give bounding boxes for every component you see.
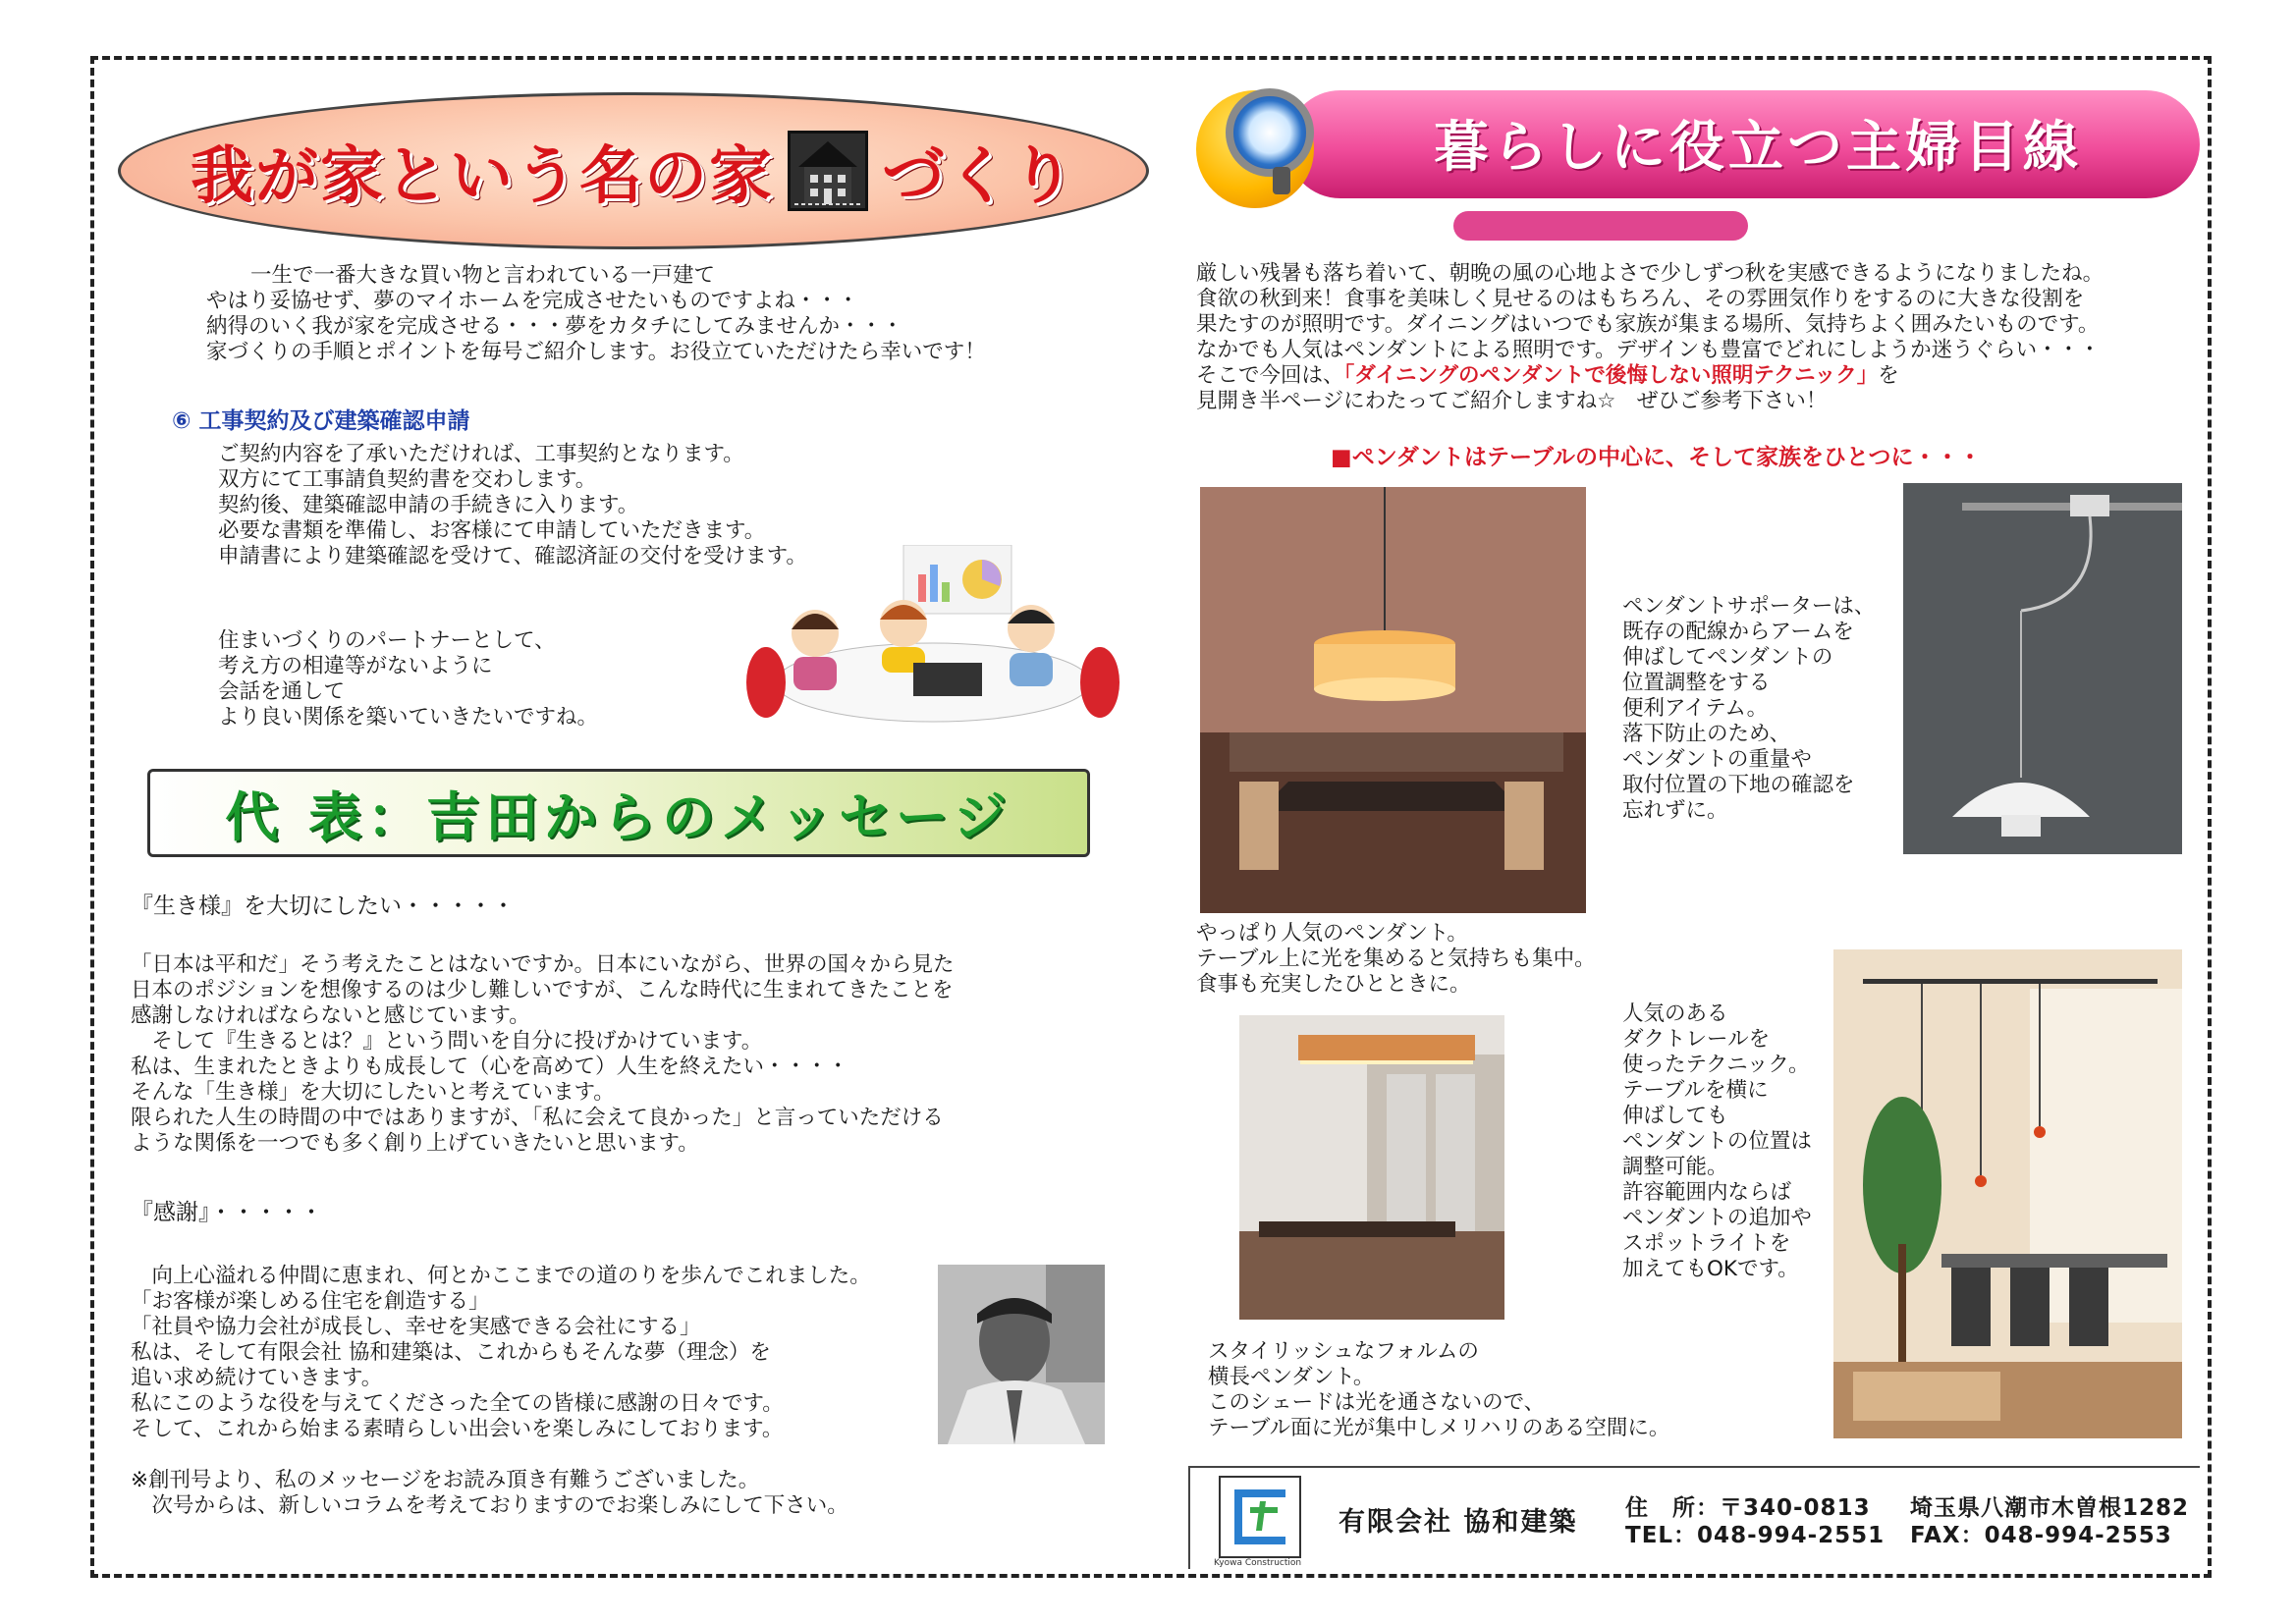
ikizama-line: そして『生きるとは？』という問いを自分に投げかけています。 [131,1029,763,1054]
kansha-line: 「お客様が楽しめる住宅を創造する」 [131,1289,490,1314]
supporter-line: ペンダントの重量や [1622,747,1812,772]
dining-caption-line: やっぱり人気のペンダント。 [1196,921,1468,946]
logo-caption: Kyowa Construction [1214,1558,1302,1568]
kansha-line: 追い求め続けていきます。 [131,1366,383,1390]
section-body-line: 申請書により建築確認を受けて、確認済証の交付を受けます。 [218,544,807,568]
fax: FAX：048‐994‐2553 [1910,1523,2172,1548]
duct-line: 人気のある [1622,1001,1728,1026]
duct-line: 許容範囲内ならば [1622,1180,1792,1205]
dining-caption-line: テーブル上に光を集めると気持ちも集中。 [1196,947,1596,971]
duct-line: ダクトレールを [1622,1027,1771,1052]
pendant-supporter-photo [1903,483,2182,854]
left-intro [206,263,986,365]
kansha-line: 向上心溢れる仲間に恵まれ、何とかここまでの道のりを歩んでこれました。 [131,1264,871,1288]
right-title: 暮らしに役立つ主婦目線 [1434,116,2082,180]
right-intro [1196,261,2104,414]
intro-line5-post: を [1878,363,1899,388]
kansha-line: 私は、そして有限会社 協和建築は、これからもそんな夢（理念）を [131,1340,771,1365]
closing-note [131,1468,848,1519]
stylish-caption-line: スタイリッシュなフォルムの [1208,1339,1479,1364]
meeting-illustration [746,545,1120,731]
intro-line5-highlight: 「ダイニングのペンダントで後悔しない照明テクニック」 [1343,363,1879,388]
left-intro-line: 家づくりの手順とポイントを毎号ご紹介します。お役立ていただけたら幸いです！ [206,340,986,364]
left-intro-line: 納得のいく我が家を完成させる・・・夢をカタチにしてみませんか・・・ [206,314,903,339]
dining-caption-line: 食事も充実したひとときに。 [1196,972,1471,997]
address: 埼玉県八潮市木曽根1282 [1910,1495,2190,1521]
supporter-line: 忘れずに。 [1622,798,1728,823]
kansha-line: 「社員や協力会社が成長し、幸せを実感できる会社にする」 [131,1315,701,1339]
right-intro-line: 見開き半ページにわたってご紹介しますね☆ ぜひご参考下さい！ [1196,389,1828,413]
magnifier-eye-icon [1226,88,1314,177]
ikizama-line: 私は、生まれたときよりも成長して（心を高めて）人生を終えたい・・・・ [131,1055,849,1079]
duct-line: スポットライトを [1622,1231,1791,1256]
kansha-heading: 『感謝』・・・・・ [131,1200,323,1225]
long-pendant-photo [1239,1015,1504,1320]
ikizama-line: そんな「生き様」を大切にしたいと考えています。 [131,1080,615,1105]
duct-line: 伸ばしても [1622,1104,1728,1128]
left-intro-line: やはり妥協せず、夢のマイホームを完成させたいものですよね・・・ [206,289,859,313]
section-body [218,442,807,569]
house-icon [788,131,868,211]
duct-line: ペンダントの位置は [1622,1129,1812,1154]
president-photo [938,1265,1105,1444]
dining-caption [1196,921,1596,998]
duct-rail-photo [1833,949,2182,1438]
ikizama-heading: 『生き様』を大切にしたい・・・・・ [131,893,515,919]
kansha-line: そして、これから始まる素晴らしい出会いを楽しみにしております。 [131,1417,784,1441]
partner-text-line: 住まいづくりのパートナーとして、 [218,628,556,653]
ikizama-line: 日本のポジションを想像するのは少し難しいですが、こんな時代に生まれてきたことを [131,978,954,1002]
left-intro-line: 一生で一番大きな買い物と言われている一戸建て [250,263,716,288]
ikizama-line: ような関係を一つでも多く創り上げていきたいと思います。 [131,1131,699,1156]
right-intro-line: 厳しい残暑も落ち着いて、朝晩の風の心地よさで少しずつ秋を実感できるようになりましたね。 [1196,261,2105,286]
right-intro-line-5 [1196,363,2104,389]
ikizama-line: 感謝しなければならないと感じています。 [131,1003,530,1028]
section-body-line: 必要な書類を準備し、お客様にて申請していただきます。 [218,518,766,543]
section-heading: ⑥ 工事契約及び建築確認申請 [172,408,470,434]
note-line: 次号からは、新しいコラムを考えておりますのでお楽しみにして下さい。 [131,1493,848,1518]
supporter-line: ペンダントサポーターは、 [1622,594,1876,619]
section-body-line: 双方にて工事請負契約書を交わします。 [218,467,597,492]
supporter-line: 既存の配線からアームを [1622,620,1854,644]
right-intro-line: 果たすのが照明です。ダイニングはいつでも家族が集まる場所、気持ちよく囲みたいものです。 [1196,312,2100,337]
duct-text [1622,1001,1812,1282]
note-line: ※創刊号より、私のメッセージをお読み頂き有難うございました。 [131,1468,760,1492]
banner-title: 代 表：吉田からのメッセージ [225,785,1012,848]
pendant-subheading: ■ペンダントはテーブルの中心に、そして家族をひとつに・・・ [1331,445,1982,470]
company-name: 有限会社 協和建築 [1339,1507,1578,1538]
left-title-text: 我が家という名の家 [191,140,774,213]
company-logo-icon [1219,1476,1301,1558]
duct-line: ペンダントの追加や [1622,1206,1812,1230]
duct-line: 使ったテクニック。 [1622,1053,1810,1077]
ikizama-line: 限られた人生の時間の中ではありますが、「私に会えて良かった」と言っていただける [131,1106,944,1130]
stylish-caption [1208,1339,1669,1441]
left-title-suffix: づくり [882,140,1076,213]
right-intro-line: なかでも人気はペンダントによる照明です。デザインも豊富でどれにしようか迷うぐらい・・・ [1196,338,2101,362]
duct-line: テーブルを横に [1622,1078,1769,1103]
partner-text-line: 会話を通して [218,679,346,704]
kansha-body [131,1264,871,1442]
supporter-text [1622,594,1875,824]
dining-pendant-photo [1200,487,1586,913]
ikizama-line: 「日本は平和だ」そう考えたことはないですか。日本にいながら、世界の国々から見た [131,952,955,977]
duct-line: 調整可能。 [1622,1155,1728,1179]
right-title-shape-drop [1453,211,1748,241]
stylish-caption-line: このシェードは光を通さないので、 [1208,1390,1546,1415]
kansha-line: 私にこのような役を与えてくださった全ての皆様に感謝の日々です。 [131,1391,784,1416]
ikizama-body [131,952,955,1157]
magnifier-handle [1273,167,1290,194]
partner-text-line: 考え方の相違等がないように [218,654,493,678]
intro-line5-pre: そこで今回は、 [1196,363,1344,388]
stylish-caption-line: 横長ペンダント。 [1208,1365,1375,1389]
supporter-line: 落下防止のため、 [1622,722,1791,746]
supporter-line: 便利アイテム。 [1622,696,1769,721]
supporter-line: 伸ばしてペンダントの [1622,645,1833,670]
partner-text [218,628,598,730]
section-body-line: ご契約内容を了承いただければ、工事契約となります。 [218,442,744,466]
telephone: TEL：048‐994‐2551 [1625,1523,1886,1548]
message-banner [147,769,1090,857]
partner-text-line: より良い関係を築いていきたいですね。 [218,705,599,730]
left-title [118,92,1149,249]
stylish-caption-line: テーブル面に光が集中しメリハリのある空間に。 [1208,1416,1670,1440]
supporter-line: 位置調整をする [1622,671,1771,695]
right-intro-line: 食欲の秋到来！食事を美味しく見せるのはもちろん、その雰囲気作りをするのに大きな役割を [1196,287,2085,311]
section-body-line: 契約後、建築確認申請の手続きに入ります。 [218,493,639,517]
address-label: 住 所：〒340-0813 [1625,1495,1871,1521]
supporter-line: 取付位置の下地の確認を [1622,773,1855,797]
duct-line: 加えてもOKです。 [1622,1257,1799,1281]
